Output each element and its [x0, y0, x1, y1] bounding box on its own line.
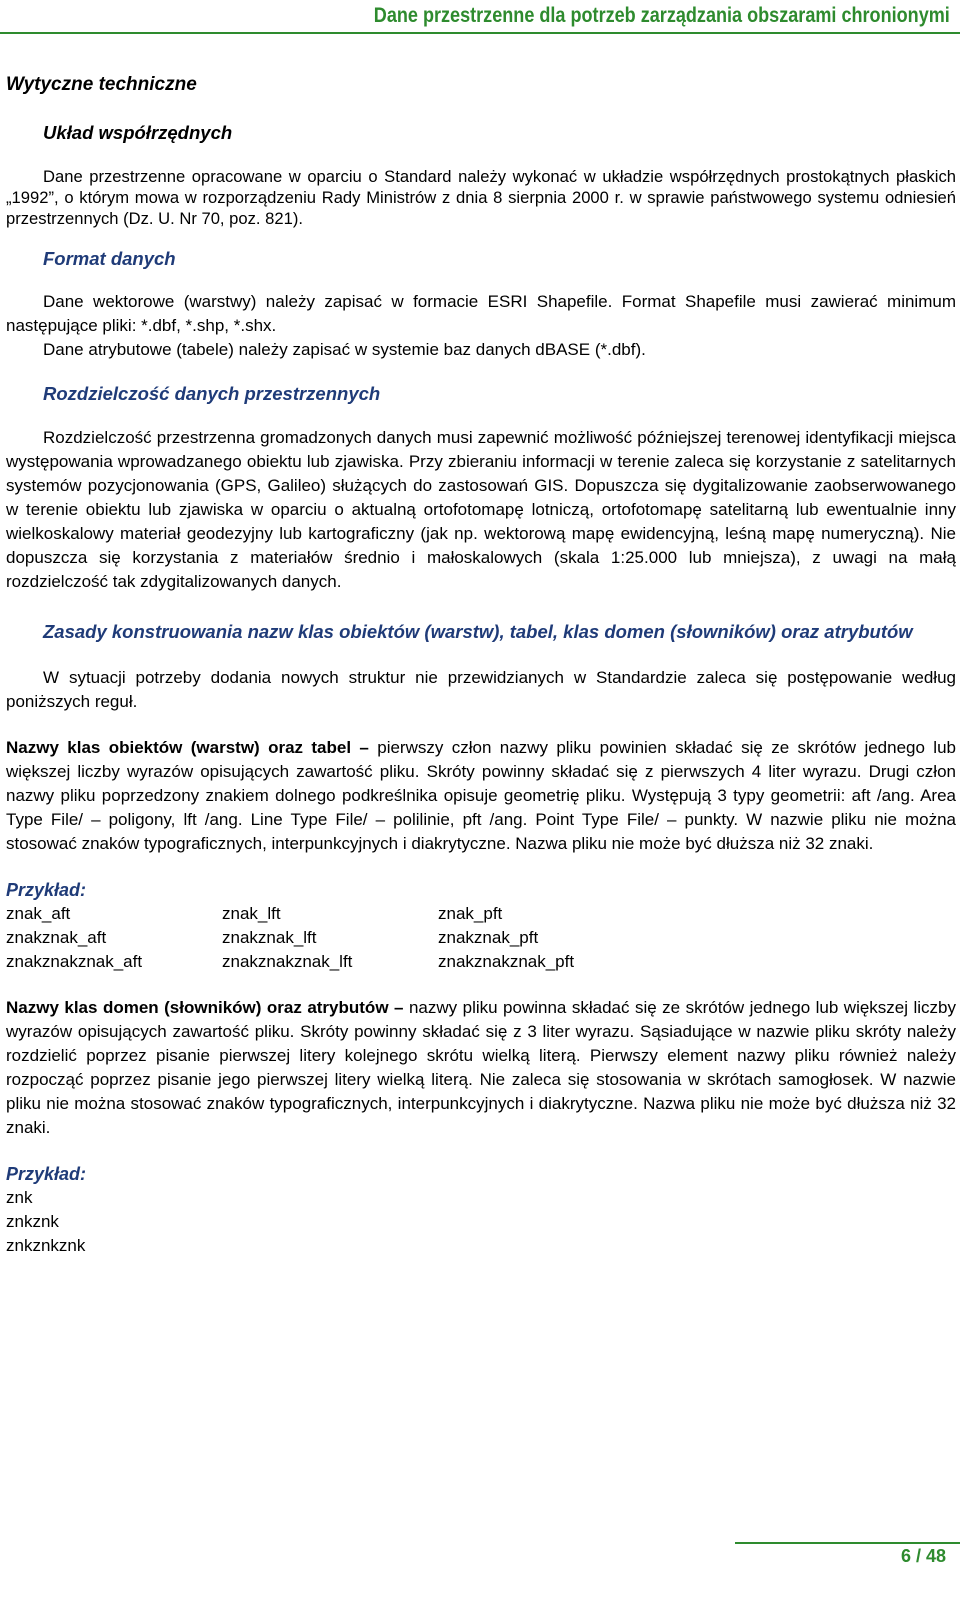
example-2-item: znk: [6, 1188, 33, 1207]
coord-heading: Układ współrzędnych: [43, 122, 233, 143]
rule-object-classes-text: pierwszy człon nazwy pliku powinien składać się ze skrótów jednego lub większej liczby wyrazów opisujących zawartość pliku. Skróty powinny składać się z pierwszych 4 liter wyrazu. Drugi człon nazwy pliku poprzedzony znakiem dolnego podkreślnika opisuje geometrię pliku. Występują 3 typy geometrii: aft /ang. Area Type File/ – poligony, lft /ang. Line Type File/ – polilinie, pft /ang. Point Type File/ – punkty. W nazwie pliku nie można stosować znaków typograficznych, interpunkcyjnych i diakrytyczne. Nazwa pliku nie może być dłuższa niż 32 znaki.: [6, 738, 956, 853]
header-divider: [0, 32, 960, 34]
example-2-item: znkznkznk: [6, 1236, 86, 1255]
rule-domain-classes-label: Nazwy klas domen (słowników) oraz atrybutów –: [6, 998, 404, 1017]
example-2-label: Przykład:: [6, 1164, 87, 1184]
coord-paragraph: Dane przestrzenne opracowane w oparciu o Standard należy wykonać w układzie współrzędnych prostokątnych płaskich „1992”, o którym mowa w rozporządzeniu Rady Ministrów z dnia 8 sierpnia 2000 r. w sprawie państwowego systemu odniesień przestrzennych (Dz. U. Nr 70, poz. 821).: [6, 167, 956, 228]
rule-domain-classes-text: nazwy pliku powinna składać się ze skrótów jednego lub większej liczby wyrazów opisujących zawartość pliku. Skróty powinny składać się z 3 liter wyrazu. Sąsiadujące w nazwie pliku skróty należy rozdzielić poprzez pisanie pierwszej litery kolejnego skrótu wielką literą. Pierwszy element nazwy pliku również należy rozpocząć poprzez pisanie jego pierwszej litery wielką literą. Nie zaleca się stosowania w skrótach samogłosek. W nazwie pliku nie można stosować znaków typograficznych, interpunkcyjnych i diakrytyczne. Nazwa pliku nie może być dłuższa niż 32 znaki.: [6, 998, 957, 1137]
example-1-grid: [6, 902, 956, 974]
example-1-cell: znakznak_pft: [438, 928, 539, 947]
example-1-cell: znakznak_aft: [6, 928, 107, 947]
rule-domain-classes: [6, 996, 956, 1140]
example-2-item: znkznk: [6, 1212, 59, 1231]
page-content: [6, 74, 956, 1258]
footer-divider: [735, 1542, 960, 1544]
section-title: Wytyczne techniczne: [6, 74, 197, 95]
format-paragraph-2: Dane atrybutowe (tabele) należy zapisać w systemie baz danych dBASE (*.dbf).: [43, 340, 646, 359]
example-1-cell: znakznakznak_pft: [438, 952, 575, 971]
example-1-cell: znak_lft: [222, 904, 281, 923]
example-1-label: Przykład:: [6, 880, 87, 900]
resolution-heading: Rozdzielczość danych przestrzennych: [43, 383, 381, 404]
page-number: 6 / 48: [900, 1546, 946, 1566]
example-1-cell: znak_pft: [438, 904, 503, 923]
example-1-cell: znakznak_lft: [222, 928, 317, 947]
example-1-cell: znak_aft: [6, 904, 71, 923]
naming-heading: Zasady konstruowania nazw klas obiektów (warstw), tabel, klas domen (słowników) oraz atrybutów: [43, 621, 913, 642]
rule-object-classes-label: Nazwy klas obiektów (warstw) oraz tabel –: [6, 738, 369, 757]
resolution-paragraph: Rozdzielczość przestrzenna gromadzonych danych musi zapewnić możliwość późniejszej terenowej identyfikacji miejsca występowania wprowadzanego obiektu lub zjawiska. Przy zbieraniu informacji w terenie zaleca się korzystanie z satelitarnych systemów pozycjonowania (GPS, Galileo) służących do zastosowań GIS. Dopuszcza się dygitalizowanie zaobserwowanego w terenie obiektu lub zjawiska w oparciu o aktualną ortofotomapę lotniczą, ortofotomapę satelitarną lub ewentualnie inny wielkoskalowy materiał geodezyjny lub kartograficzny (jak np. wektorową mapę ewidencyjną, leśną mapę numeryczną). Nie dopuszcza się korzystania z materiałów średnio i małoskalowych (skala 1:25.000 lub mniejsza), z uwagi na małą rozdzielczość tak zdygitalizowanych danych.: [6, 428, 956, 591]
example-1-cell: znakznakznak_lft: [222, 952, 353, 971]
format-paragraph-1: Dane wektorowe (warstwy) należy zapisać w formacie ESRI Shapefile. Format Shapefile musi zawierać minimum następujące pliki: *.dbf, *.shp, *.shx.: [6, 292, 956, 335]
document-header-title: Dane przestrzenne dla potrzeb zarządzania obszarami chronionymi: [373, 4, 950, 27]
rule-object-classes: [6, 736, 956, 856]
naming-intro: W sytuacji potrzeby dodania nowych struktur nie przewidzianych w Standardzie zaleca się postępowanie według poniższych reguł.: [6, 668, 956, 711]
example-2-list: [6, 1186, 956, 1258]
example-1-cell: znakznakznak_aft: [6, 952, 143, 971]
format-heading: Format danych: [43, 248, 176, 269]
